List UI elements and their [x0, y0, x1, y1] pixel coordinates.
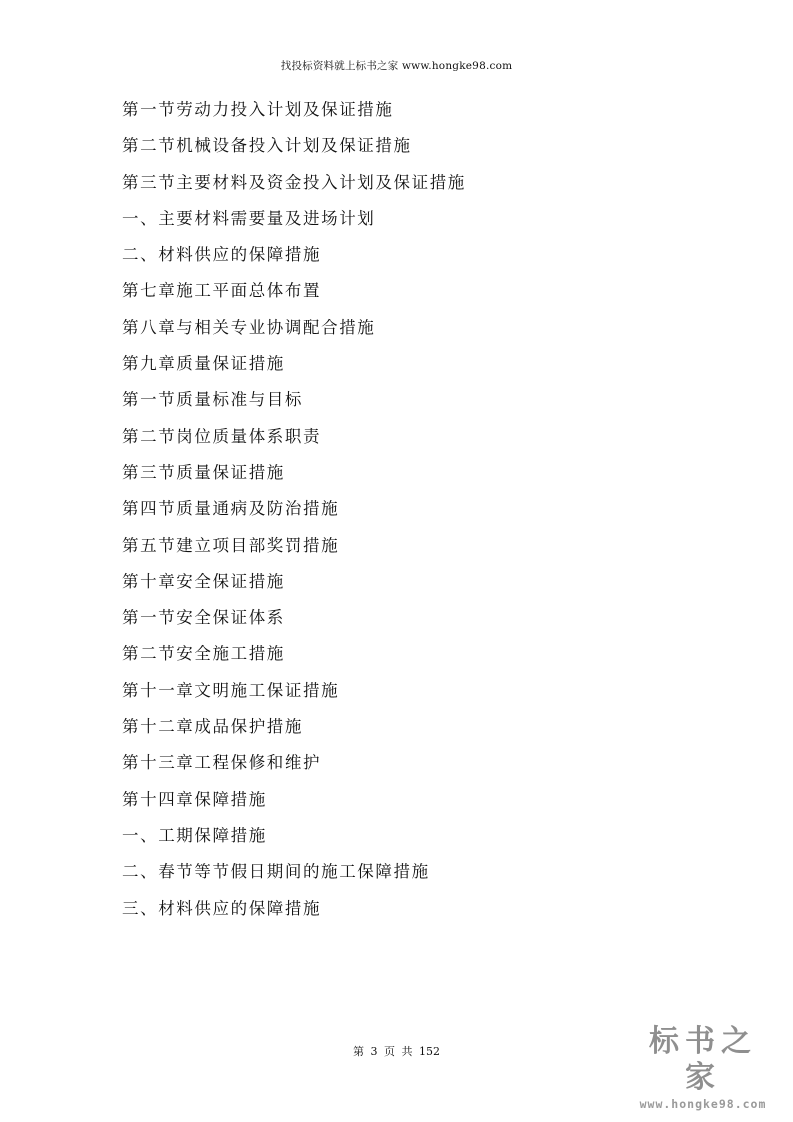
toc-item: 一、主要材料需要量及进场计划 [122, 208, 376, 228]
toc-item: 第一节劳动力投入计划及保证措施 [122, 100, 394, 119]
toc-item: 第一节质量标准与目标 [122, 390, 303, 410]
watermark-logo [633, 1024, 773, 1112]
toc-item: 二、材料供应的保障措施 [122, 245, 322, 265]
toc-item: 第十三章工程保修和维护 [122, 753, 322, 773]
page-header: 找投标资料就上标书之家 www.hongke98.com [280, 60, 513, 72]
watermark-url: www.hongke98.com [639, 1097, 767, 1111]
toc-item: 第十一章文明施工保证措施 [122, 680, 340, 700]
toc-item: 第一节安全保证体系 [122, 608, 285, 628]
watermark-title: 标书之家 [649, 1024, 757, 1095]
toc-item: 一、工期保障措施 [122, 825, 267, 845]
toc-item: 第二节安全施工措施 [122, 644, 285, 664]
toc-item: 第三节质量保证措施 [122, 462, 285, 482]
toc-item: 三、材料供应的保障措施 [122, 898, 322, 918]
toc-item: 第五节建立项目部奖罚措施 [122, 535, 340, 555]
toc-item: 第七章施工平面总体布置 [122, 281, 322, 301]
toc-item: 第二节机械设备投入计划及保证措施 [122, 136, 412, 156]
toc-item: 第十四章保障措施 [122, 789, 267, 809]
toc-item: 二、春节等节假日期间的施工保障措施 [122, 862, 430, 882]
toc-item: 第八章与相关专业协调配合措施 [122, 317, 376, 337]
toc-item: 第十章安全保证措施 [122, 571, 285, 591]
toc-item: 第二节岗位质量体系职责 [122, 426, 322, 446]
toc-item: 第十二章成品保护措施 [122, 717, 303, 737]
toc-item: 第三节主要材料及资金投入计划及保证措施 [122, 172, 466, 192]
table-of-contents [122, 92, 466, 927]
toc-item: 第四节质量通病及防治措施 [122, 499, 340, 519]
toc-item: 第九章质量保证措施 [122, 354, 285, 374]
page-number: 第 3 页 共 152 [353, 1045, 440, 1058]
